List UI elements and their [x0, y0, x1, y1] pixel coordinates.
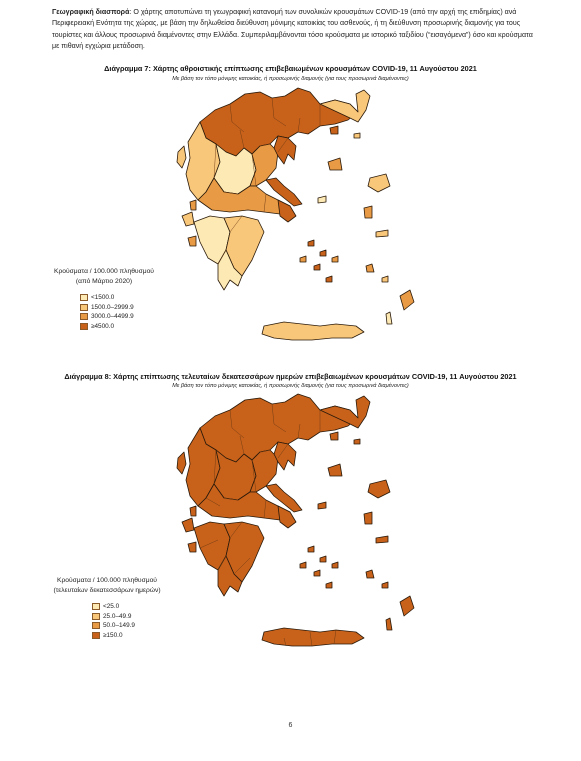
map2-legend-label: 25.0–49.9: [103, 612, 132, 620]
map1-rhodes: [400, 290, 414, 310]
map1-cyclades-5: [300, 256, 306, 262]
map2-legend-swatch: [92, 603, 100, 610]
map2-samos: [376, 536, 388, 543]
map2-cyclades-2: [320, 556, 326, 562]
map2-cyclades-6: [326, 582, 332, 588]
map1-limnos: [328, 158, 342, 170]
map2-cyclades-5: [300, 562, 306, 568]
intro-paragraph: [52, 7, 538, 52]
map1-greece-map: [160, 82, 430, 360]
map1-corfu: [177, 146, 186, 168]
map1-legend-label: <1500.0: [91, 294, 115, 302]
map2-lefkada: [190, 506, 196, 516]
map2-legend: [48, 576, 166, 640]
map2-dodecanese-1: [366, 570, 374, 578]
map2-greece-map: [160, 388, 430, 666]
map2-legend-label: <25.0: [103, 603, 120, 611]
map2-skyros: [318, 502, 326, 509]
map2-thasos: [330, 432, 338, 440]
map2-crete: [262, 628, 364, 646]
map1-zakynthos: [188, 236, 196, 246]
map1-thasos: [330, 126, 338, 134]
map1-crete: [262, 322, 364, 340]
map1-legend: [48, 267, 160, 331]
map1-dodecanese-2: [382, 276, 388, 282]
map1-cyclades-6: [326, 276, 332, 282]
map2-legend-item: [92, 612, 166, 622]
page-number: 6: [288, 722, 293, 729]
map2-legend-label: ≥150.0: [103, 631, 123, 639]
map2-samothraki: [354, 439, 360, 444]
map2-legend-subtitle: (τελευταίων δεκατεσσάρων ημερών): [53, 587, 161, 594]
map1-legend-swatch: [80, 323, 88, 330]
map2-cyclades-1: [308, 546, 314, 552]
map1-legend-label: 1500.0–2999.9: [91, 303, 134, 311]
intro-label: Γεωγραφική διασπορά: [52, 8, 130, 16]
map1-mainland: [177, 88, 414, 340]
map2-legend-item: [92, 602, 166, 612]
map2-dodecanese-2: [382, 582, 388, 588]
map1-cyclades-3: [332, 256, 338, 262]
map2-legend-label: 50.0–149.9: [103, 622, 135, 630]
map2-chios: [364, 512, 372, 524]
map1-samothraki: [354, 133, 360, 138]
map2-title: Διάγραμμα 8: Χάρτης επίπτωσης τελευταίων δεκατεσσάρων ημερών επιβεβαιωμένων κρουσμάτων COVID-19, 11 Αυγούστου 2021: [64, 372, 517, 381]
map1-lesvos: [368, 174, 390, 192]
map2-legend-swatch: [92, 632, 100, 639]
map1-dodecanese-1: [366, 264, 374, 272]
map1-legend-swatch: [80, 304, 88, 311]
map2-legend-title: Κρούσματα / 100.000 πληθυσμού: [57, 577, 157, 584]
map2-kefalonia: [182, 518, 194, 532]
map1-kefalonia: [182, 212, 194, 226]
map2-limnos: [328, 464, 342, 476]
map2-karpathos: [386, 618, 392, 630]
map1-chios: [364, 206, 372, 218]
map1-karpathos: [386, 312, 392, 324]
map1-title: Διάγραμμα 7: Χάρτης αθροιστικής επίπτωσης επιβεβαιωμένων κρουσμάτων COVID-19, 11 Αυγούστου 2021: [104, 64, 477, 73]
map2-subtitle: Με βάση τον τόπο μόνιμης κατοικίας, ή προσωρινής διαμονής (για τους προσωρινά διαμένοντες): [172, 383, 409, 389]
map1-subtitle: Με βάση τον τόπο μόνιμης κατοικίας, ή προσωρινής διαμονής (για τους προσωρινά διαμένοντες): [172, 76, 409, 82]
map1-samos: [376, 230, 388, 237]
map1-legend-item: [80, 303, 160, 313]
map1-legend-item: [80, 293, 160, 303]
map1-legend-item: [80, 312, 160, 322]
map1-cyclades-4: [314, 264, 320, 270]
map2-lesvos: [368, 480, 390, 498]
map2-legend-swatch: [92, 622, 100, 629]
map2-rhodes: [400, 596, 414, 616]
map2-corfu: [177, 452, 186, 474]
map1-legend-label: 3000.0–4499.9: [91, 313, 134, 321]
map2-cyclades-3: [332, 562, 338, 568]
map1-legend-item: [80, 322, 160, 332]
map2-zakynthos: [188, 542, 196, 552]
map1-cyclades-1: [308, 240, 314, 246]
map1-legend-label: ≥4500.0: [91, 322, 115, 330]
map2-legend-swatch: [92, 613, 100, 620]
map1-cyclades-2: [320, 250, 326, 256]
map2-legend-item: [92, 631, 166, 641]
map1-legend-swatch: [80, 313, 88, 320]
map2-mainland: [177, 394, 414, 646]
map1-lefkada: [190, 200, 196, 210]
map1-legend-title: Κρούσματα / 100.000 πληθυσμού: [54, 268, 154, 275]
map1-legend-subtitle: (από Μάρτιο 2020): [75, 278, 133, 285]
map2-cyclades-4: [314, 570, 320, 576]
intro-text: : Ο χάρτης αποτυπώνει τη γεωγραφική κατανομή των συνολικών κρουσμάτων COVID-19 (από την αρχή της επιδημίας) ανά Περιφερειακή Ενότητα της χώρας, με βάση την δηλωθείσα διεύθυνση μόνιμης κατοικίας του ασθενούς, ή τη διεύθυνση προσωρινής διαμονής για τους τουρίστες και άλλους προσωρινά διαμένοντες στην Ελλάδα. Συμπεριλαμβάνονται τόσο κρούσματα με ιστορικό ταξιδίου (“εισαγόμενα”) όσο και κρούσματα με πιθανή εγχώρια μετάδοση.: [52, 8, 533, 50]
map2-legend-item: [92, 621, 166, 631]
map1-skyros: [318, 196, 326, 203]
map1-legend-swatch: [80, 294, 88, 301]
